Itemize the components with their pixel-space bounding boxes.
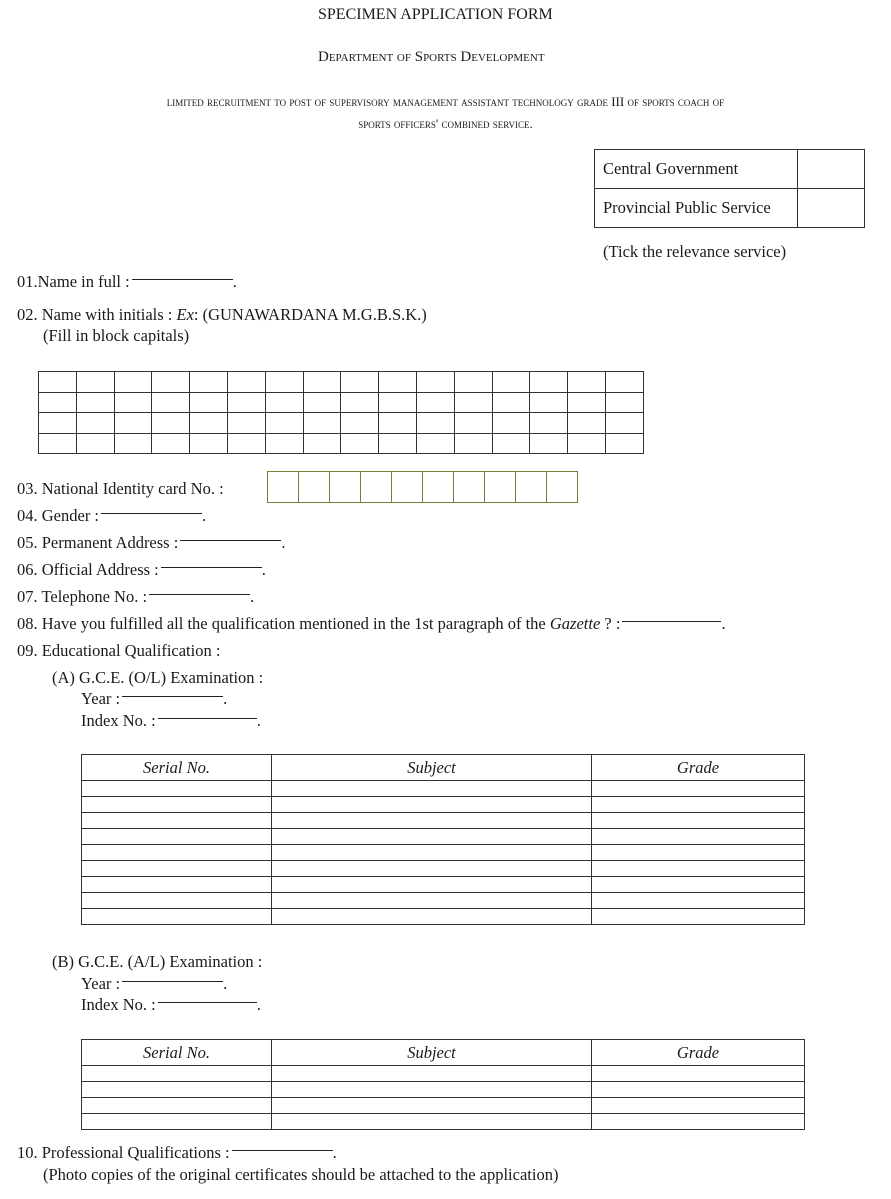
subject-cell[interactable] [272, 797, 592, 813]
letter-cell[interactable] [416, 433, 454, 454]
letter-cell[interactable] [530, 433, 568, 454]
field-label: 07. Telephone No. : [17, 587, 148, 606]
letter-cell[interactable] [227, 392, 265, 413]
col-subject: Subject [272, 1040, 592, 1066]
end-dot: . [721, 614, 726, 633]
answer-line[interactable] [122, 981, 223, 982]
nic-digit-box[interactable] [330, 472, 361, 503]
letter-cell[interactable] [379, 372, 417, 393]
nic-number-boxes[interactable] [267, 471, 578, 503]
grade-cell[interactable] [592, 781, 805, 797]
name-block-letter-grid[interactable] [38, 371, 644, 454]
letter-cell[interactable] [303, 372, 341, 393]
letter-cell[interactable] [227, 372, 265, 393]
col-grade: Grade [592, 1040, 805, 1066]
letter-cell[interactable] [341, 392, 379, 413]
service-label: Central Government [595, 150, 798, 189]
subject-cell[interactable] [272, 893, 592, 909]
form-title: SPECIMEN APPLICATION FORM [318, 6, 553, 23]
letter-cell[interactable] [492, 413, 530, 434]
subject-cell[interactable] [272, 1098, 592, 1114]
serial-cell[interactable] [82, 893, 272, 909]
answer-line[interactable] [149, 594, 250, 595]
grade-cell[interactable] [592, 1066, 805, 1082]
field-gender [17, 506, 206, 526]
nic-digit-box[interactable] [516, 472, 547, 503]
end-dot: . [261, 560, 266, 579]
field-educational-qualification: 09. Educational Qualification : [17, 641, 221, 660]
letter-cell[interactable] [605, 372, 643, 393]
grade-cell[interactable] [592, 1098, 805, 1114]
col-serial-no: Serial No. [82, 755, 272, 781]
answer-line[interactable] [622, 621, 721, 622]
serial-cell[interactable] [82, 877, 272, 893]
service-row [595, 150, 865, 189]
letter-cell[interactable] [492, 372, 530, 393]
field-gazette-qualification [17, 614, 726, 634]
subject-cell[interactable] [272, 813, 592, 829]
table-row [82, 1082, 805, 1098]
subject-cell[interactable] [272, 1082, 592, 1098]
letter-cell[interactable] [605, 433, 643, 454]
nic-digit-box[interactable] [361, 472, 392, 503]
al-year [81, 974, 227, 994]
end-dot: . [202, 506, 207, 525]
grade-cell[interactable] [592, 829, 805, 845]
grade-cell[interactable] [592, 845, 805, 861]
ol-exam-title: (A) G.C.E. (O/L) Examination : [52, 668, 264, 687]
letter-grid-row [39, 433, 644, 454]
service-label: Provincial Public Service [595, 189, 798, 228]
letter-cell[interactable] [265, 392, 303, 413]
serial-cell[interactable] [82, 1114, 272, 1130]
grade-cell[interactable] [592, 1082, 805, 1098]
table-row [82, 829, 805, 845]
al-exam-title: (B) G.C.E. (A/L) Examination : [52, 952, 263, 971]
letter-grid-row [39, 392, 644, 413]
letter-cell[interactable] [454, 372, 492, 393]
col-grade: Grade [592, 755, 805, 781]
letter-cell[interactable] [416, 372, 454, 393]
letter-cell[interactable] [39, 372, 77, 393]
block-capitals-note: (Fill in block capitals) [43, 326, 190, 345]
letter-cell[interactable] [39, 392, 77, 413]
field-label: Index No. : [81, 711, 156, 730]
serial-cell[interactable] [82, 813, 272, 829]
letter-cell[interactable] [76, 392, 114, 413]
example-text: : (GUNAWARDANA M.G.B.S.K.) [193, 305, 427, 324]
answer-line[interactable] [158, 1002, 257, 1003]
post-title-line-2: sports officers' combined service. [358, 116, 533, 131]
subject-cell[interactable] [272, 861, 592, 877]
table-header-row [82, 1040, 805, 1066]
table-row [82, 813, 805, 829]
end-dot: . [223, 689, 228, 708]
field-permanent-address [17, 533, 285, 553]
subject-cell[interactable] [272, 781, 592, 797]
serial-cell[interactable] [82, 1082, 272, 1098]
end-dot: . [332, 1143, 337, 1162]
gazette-label: Gazette [549, 614, 601, 633]
serial-cell[interactable] [82, 1066, 272, 1082]
serial-cell[interactable] [82, 909, 272, 925]
field-professional-qualifications [17, 1143, 337, 1163]
serial-cell[interactable] [82, 781, 272, 797]
answer-line[interactable] [232, 1150, 333, 1151]
letter-cell[interactable] [454, 433, 492, 454]
letter-cell[interactable] [114, 372, 152, 393]
field-nic-label: 03. National Identity card No. : [17, 479, 224, 498]
al-index [81, 995, 261, 1015]
letter-cell[interactable] [568, 392, 606, 413]
field-label: 02. Name with initials : [17, 305, 177, 324]
letter-cell[interactable] [492, 433, 530, 454]
letter-cell[interactable] [114, 433, 152, 454]
grade-cell[interactable] [592, 893, 805, 909]
letter-cell[interactable] [530, 413, 568, 434]
table-row [82, 909, 805, 925]
letter-cell[interactable] [379, 433, 417, 454]
subject-cell[interactable] [272, 1114, 592, 1130]
example-label: Ex [176, 305, 194, 324]
letter-cell[interactable] [265, 372, 303, 393]
table-row [82, 781, 805, 797]
serial-cell[interactable] [82, 845, 272, 861]
answer-line[interactable] [161, 567, 262, 568]
grade-cell[interactable] [592, 1114, 805, 1130]
letter-cell[interactable] [568, 413, 606, 434]
answer-line[interactable] [180, 540, 281, 541]
nic-digit-box[interactable] [299, 472, 330, 503]
letter-cell[interactable] [303, 413, 341, 434]
answer-line[interactable] [122, 696, 223, 697]
end-dot: . [256, 995, 261, 1014]
service-tick-box[interactable] [798, 189, 865, 228]
nic-digit-box[interactable] [454, 472, 485, 503]
end-dot: . [250, 587, 255, 606]
letter-cell[interactable] [114, 413, 152, 434]
nic-digit-box[interactable] [547, 472, 578, 503]
letter-cell[interactable] [605, 413, 643, 434]
letter-cell[interactable] [39, 433, 77, 454]
letter-cell[interactable] [303, 392, 341, 413]
letter-cell[interactable] [114, 392, 152, 413]
table-row [82, 1066, 805, 1082]
table-row [82, 845, 805, 861]
answer-line[interactable] [158, 718, 257, 719]
letter-cell[interactable] [227, 413, 265, 434]
table-row [82, 877, 805, 893]
letter-cell[interactable] [492, 392, 530, 413]
post-title-line-1: limited recruitment to post of supervisory management assistant technology grade III of sports coach of [166, 94, 725, 109]
ol-year [81, 689, 227, 709]
letter-cell[interactable] [379, 413, 417, 434]
field-official-address [17, 560, 266, 580]
col-serial-no: Serial No. [82, 1040, 272, 1066]
subject-cell[interactable] [272, 909, 592, 925]
serial-cell[interactable] [82, 861, 272, 877]
letter-cell[interactable] [605, 392, 643, 413]
letter-cell[interactable] [265, 413, 303, 434]
ol-index [81, 711, 261, 731]
letter-cell[interactable] [227, 433, 265, 454]
service-tick-box[interactable] [798, 150, 865, 189]
nic-digit-box[interactable] [423, 472, 454, 503]
col-subject: Subject [272, 755, 592, 781]
service-tick-table [594, 149, 865, 228]
letter-cell[interactable] [416, 392, 454, 413]
al-results-table [81, 1039, 805, 1130]
grade-cell[interactable] [592, 909, 805, 925]
letter-grid-row [39, 413, 644, 434]
service-row [595, 189, 865, 228]
field-telephone [17, 587, 254, 607]
field-label: Year : [81, 974, 121, 993]
field-name-in-full [17, 272, 237, 292]
grade-cell[interactable] [592, 861, 805, 877]
nic-digit-box[interactable] [392, 472, 423, 503]
certificate-attachment-note: (Photo copies of the original certificates should be attached to the application) [43, 1165, 559, 1184]
letter-cell[interactable] [530, 372, 568, 393]
letter-cell[interactable] [568, 433, 606, 454]
letter-cell[interactable] [190, 372, 228, 393]
field-label: Year : [81, 689, 121, 708]
table-row [82, 893, 805, 909]
end-dot: . [232, 272, 237, 291]
subject-cell[interactable] [272, 877, 592, 893]
letter-cell[interactable] [190, 392, 228, 413]
letter-cell[interactable] [76, 433, 114, 454]
letter-cell[interactable] [530, 392, 568, 413]
answer-line[interactable] [101, 513, 202, 514]
grade-cell[interactable] [592, 877, 805, 893]
field-label: Index No. : [81, 995, 156, 1014]
service-tick-note: (Tick the relevance service) [603, 242, 787, 261]
letter-cell[interactable] [152, 413, 190, 434]
grade-cell[interactable] [592, 813, 805, 829]
letter-cell[interactable] [303, 433, 341, 454]
nic-digit-box[interactable] [485, 472, 516, 503]
letter-cell[interactable] [190, 433, 228, 454]
nic-digit-box[interactable] [268, 472, 299, 503]
letter-cell[interactable] [454, 392, 492, 413]
table-row [82, 1114, 805, 1130]
table-row [82, 797, 805, 813]
field-label: 06. Official Address : [17, 560, 159, 579]
serial-cell[interactable] [82, 829, 272, 845]
end-dot: . [281, 533, 286, 552]
serial-cell[interactable] [82, 797, 272, 813]
letter-cell[interactable] [152, 372, 190, 393]
letter-cell[interactable] [190, 413, 228, 434]
subject-cell[interactable] [272, 845, 592, 861]
field-name-with-initials [17, 305, 427, 325]
letter-grid-row [39, 372, 644, 393]
letter-cell[interactable] [152, 433, 190, 454]
letter-cell[interactable] [341, 413, 379, 434]
subject-cell[interactable] [272, 829, 592, 845]
field-label: 04. Gender : [17, 506, 100, 525]
letter-cell[interactable] [76, 413, 114, 434]
field-label: 05. Permanent Address : [17, 533, 179, 552]
field-label: 08. Have you fulfilled all the qualification mentioned in the 1st paragraph of the [17, 614, 550, 633]
letter-cell[interactable] [379, 392, 417, 413]
letter-cell[interactable] [568, 372, 606, 393]
letter-cell[interactable] [152, 392, 190, 413]
letter-cell[interactable] [454, 413, 492, 434]
letter-cell[interactable] [265, 433, 303, 454]
table-row [82, 1098, 805, 1114]
letter-cell[interactable] [341, 372, 379, 393]
table-row [82, 861, 805, 877]
department-name: Department of Sports Development [318, 49, 545, 65]
end-dot: . [223, 974, 228, 993]
letter-cell[interactable] [76, 372, 114, 393]
answer-line[interactable] [132, 279, 233, 280]
subject-cell[interactable] [272, 1066, 592, 1082]
letter-cell[interactable] [39, 413, 77, 434]
letter-cell[interactable] [416, 413, 454, 434]
end-dot: . [256, 711, 261, 730]
field-label: 10. Professional Qualifications : [17, 1143, 230, 1162]
field-label: 01.Name in full : [17, 272, 130, 291]
grade-cell[interactable] [592, 797, 805, 813]
serial-cell[interactable] [82, 1098, 272, 1114]
table-header-row [82, 755, 805, 781]
field-label-end: ? : [600, 614, 621, 633]
ol-results-table [81, 754, 805, 925]
letter-cell[interactable] [341, 433, 379, 454]
